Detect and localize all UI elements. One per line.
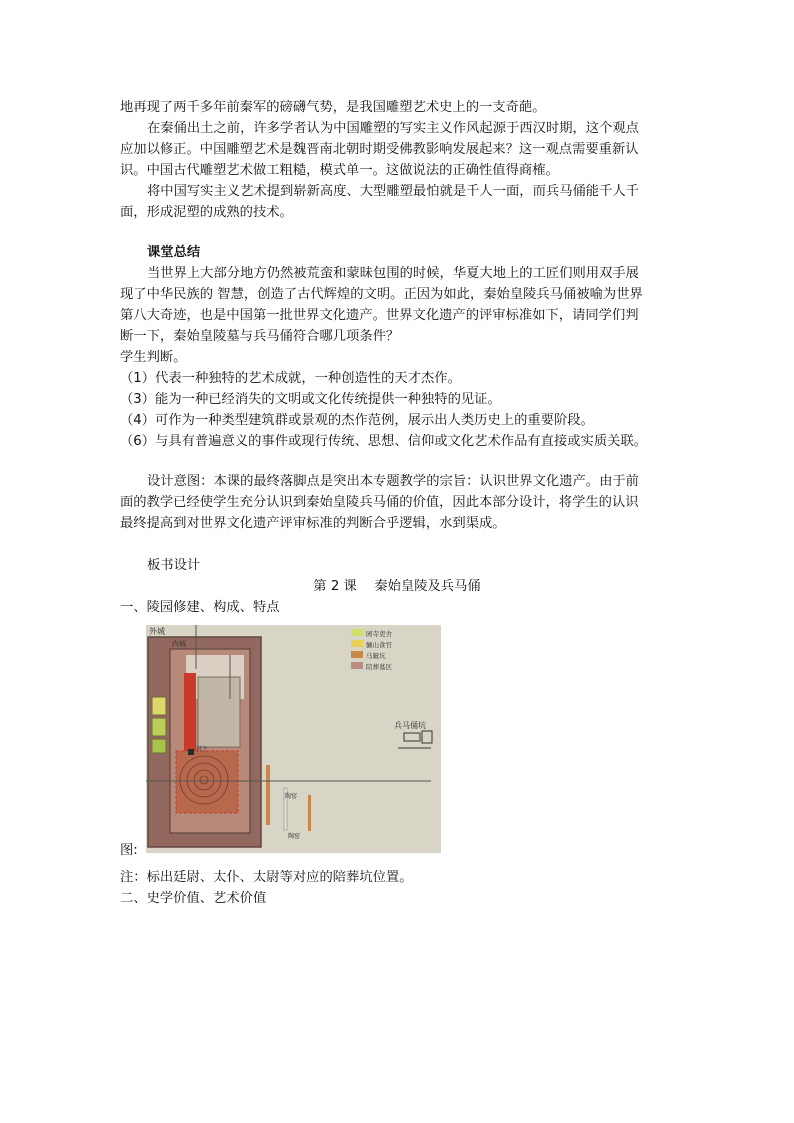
- board-section-2: 二、史学价值、艺术价值: [120, 891, 267, 906]
- board-title: 第 2 课 秦始皇陵及兵马俑: [313, 579, 481, 594]
- legend-label-3: 马厩坑: [366, 652, 386, 660]
- tomb-label: 封土: [196, 746, 209, 753]
- kiln-label-2: 陶窑: [288, 833, 301, 840]
- gray-building: [198, 677, 240, 747]
- kiln-marker-2: [308, 795, 311, 831]
- legend-swatch-3: [351, 651, 363, 658]
- figure-label: 图:: [120, 843, 138, 858]
- criterion-3: （3）能为一种已经消失的文明或文化传统提供一种独特的见证。: [120, 392, 501, 407]
- paragraph-p3-line-1: 将中国写实主义艺术提到崭新高度、大型雕塑最怕就是千人一面，而兵马俑能千人千: [147, 184, 639, 199]
- paragraph-p3-line-2: 面，形成泥塑的成熟的技术。: [120, 205, 293, 220]
- design-line-1: 设计意图：本课的最终落脚点是突出本专题教学的宗旨：认识世界文化遗产。由于前: [147, 474, 639, 489]
- design-line-3: 最终提高到对世界文化遗产评审标准的判断合乎逻辑，水到渠成。: [120, 516, 506, 531]
- criterion-4: （4）可作为一种类型建筑群或景观的杰作范例，展示出人类历史上的重要阶段。: [120, 413, 594, 428]
- west-pit-green: [152, 718, 166, 736]
- west-pit-yellow: [152, 697, 166, 715]
- summary-heading: 课堂总结: [147, 245, 201, 260]
- paragraph-p2-line-1: 在秦俑出土之前，许多学者认为中国雕塑的写实主义作风起源于西汉时期，这个观点: [147, 121, 639, 136]
- summary-line-1: 当世界上大部分地方仍然被荒蛮和蒙昧包围的时候，华夏大地上的工匠们则用双手展: [147, 266, 639, 281]
- paragraph-p1-line: 地再现了两千多年前秦军的磅礴气势，是我国雕塑艺术史上的一支奇葩。: [120, 100, 546, 115]
- board-section-1: 一、陵园修建、构成、特点: [120, 600, 280, 615]
- mausoleum-map-figure: [146, 625, 441, 853]
- design-line-2: 面的教学已经使学生充分认识到秦始皇陵兵马俑的价值，因此本部分设计，将学生的认识: [120, 495, 639, 510]
- summary-line-5: 学生判断。: [120, 350, 187, 365]
- board-note: 注：标出廷尉、太仆、太尉等对应的陪葬坑位置。: [120, 870, 413, 885]
- legend-swatch-4: [351, 662, 363, 669]
- inner-city-label: 内城: [172, 640, 186, 648]
- dark-marker: [188, 749, 194, 755]
- criterion-6: （6）与具有普遍意义的事件或现行传统、思想、信仰或文化艺术作品有直接或实质关联。: [120, 434, 648, 449]
- summary-line-2: 现了中华民族的 智慧，创造了古代辉煌的文明。正因为如此，秦始皇陵兵马俑被喻为世界: [120, 287, 643, 302]
- legend-swatch-2: [351, 640, 363, 647]
- legend-label-2: 骊山食官: [366, 641, 392, 649]
- paragraph-p2-line-2: 应加以修正。中国雕塑艺术是魏晋南北朝时期受佛教影响发展起来？这一观点需要重新认: [120, 142, 639, 157]
- legend-swatch-1: [351, 629, 363, 636]
- west-pit-green-2: [152, 739, 166, 753]
- board-heading: 板书设计: [147, 558, 201, 573]
- outer-city-label: 外城: [149, 627, 165, 636]
- legend-label-1: 园寺吏舍: [366, 630, 392, 638]
- east-strip-orange: [266, 765, 270, 825]
- summary-line-4: 断一下，秦始皇陵墓与兵马俑符合哪几项条件？: [120, 329, 400, 344]
- terracotta-pit-label: 兵马俑坑: [394, 721, 426, 730]
- kiln-label-1: 陶窑: [285, 793, 298, 800]
- summary-line-3: 第八大奇迹，也是中国第一批世界文化遗产。世界文化遗产的评审标准如下，请同学们判: [120, 308, 639, 323]
- legend-label-4: 陪葬墓区: [366, 663, 392, 671]
- red-strip: [184, 673, 196, 753]
- paragraph-p2-line-3: 识。中国古代雕塑艺术做工粗糙，模式单一。这做说法的正确性值得商榷。: [120, 163, 559, 178]
- criterion-1: （1）代表一种独特的艺术成就，一种创造性的天才杰作。: [120, 371, 461, 386]
